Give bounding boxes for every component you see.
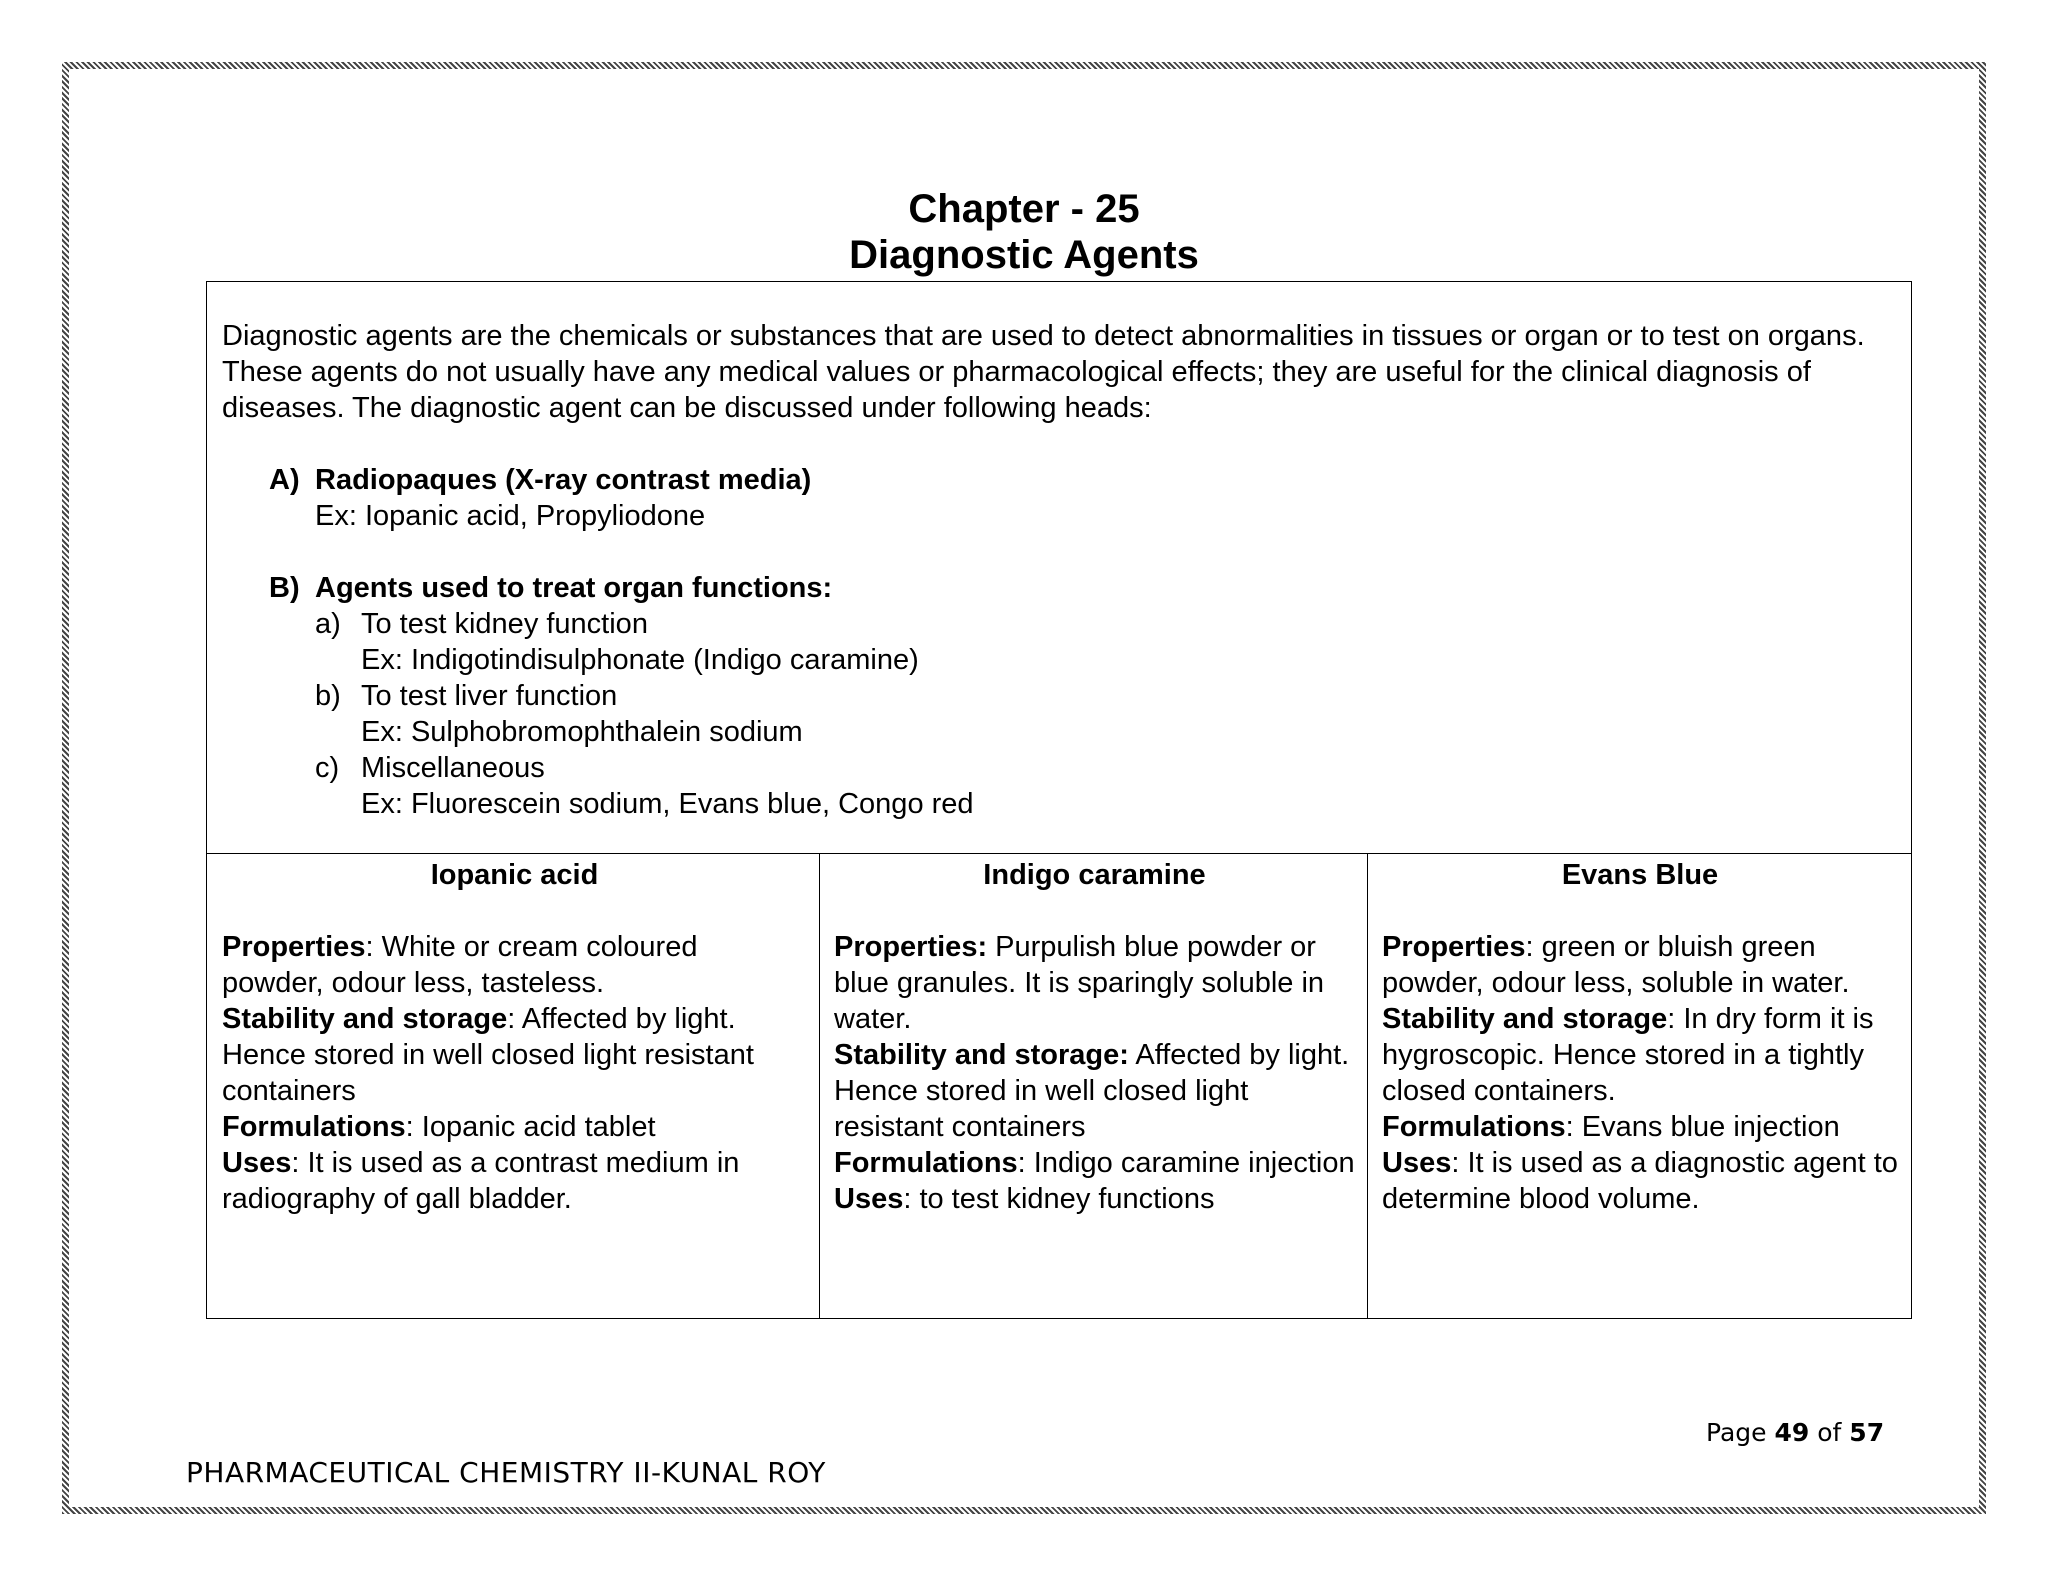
properties-text: Purpulish blue powder or blue granules. It is sparingly soluble in water. <box>834 931 1325 1035</box>
properties-label: Properties: <box>834 931 988 963</box>
properties-text: green or bluish green powder, odour less, soluble in water. <box>1382 931 1850 999</box>
page-of: of <box>1817 1418 1842 1447</box>
formulations-entry <box>834 1145 1355 1181</box>
uses-label: Uses <box>222 1147 292 1179</box>
formulations-text: : Iopanic acid tablet <box>405 1111 656 1143</box>
uses-text: : to test kidney functions <box>903 1183 1215 1215</box>
footer-text: PHARMACEUTICAL CHEMISTRY II-KUNAL ROY <box>186 1456 826 1489</box>
section-a-body <box>315 462 811 534</box>
content-box <box>206 281 1912 1319</box>
sub-item-b-letter: b) <box>315 680 341 712</box>
uses-label: Uses <box>834 1183 904 1215</box>
stability-label: Stability and storage: <box>834 1039 1129 1071</box>
sub-item-c-letter: c) <box>315 752 340 784</box>
chapter-title: Diagnostic Agents <box>849 233 1199 277</box>
sub-item-a-example: Ex: Indigotindisulphonate (Indigo caramine) <box>361 644 919 676</box>
sub-item-a-text: To test kidney function <box>361 608 648 640</box>
formulations-text: : Evans blue injection <box>1565 1111 1840 1143</box>
uses-entry <box>1382 1145 1898 1217</box>
section-b-letter: B) <box>269 572 300 604</box>
uses-label: Uses <box>1382 1147 1452 1179</box>
formulations-entry <box>222 1109 807 1145</box>
properties-label: Properties <box>1382 931 1526 963</box>
properties-sep: : <box>365 931 374 963</box>
properties-entry <box>1382 929 1898 1001</box>
formulations-text: : Indigo caramine injection <box>1017 1147 1355 1179</box>
properties-label: Properties <box>222 931 366 963</box>
page-current: 49 <box>1774 1418 1810 1447</box>
sub-item-b-body <box>361 678 803 750</box>
intro-paragraph <box>222 318 1892 426</box>
section-b-title <box>315 570 832 606</box>
stability-label: Stability and storage <box>222 1003 508 1035</box>
stability-entry <box>222 1001 807 1109</box>
column-title: Indigo caramine <box>983 859 1206 891</box>
page-total: 57 <box>1849 1418 1885 1447</box>
formulations-label: Formulations <box>834 1147 1018 1179</box>
page-number <box>1706 1418 1884 1447</box>
column-title: Evans Blue <box>1561 859 1719 891</box>
formulations-entry <box>1382 1109 1898 1145</box>
chapter-number: Chapter - 25 <box>908 187 1140 231</box>
sub-item-c-example: Ex: Fluorescein sodium, Evans blue, Congo red <box>361 788 974 820</box>
stability-entry <box>1382 1001 1898 1109</box>
sub-item-a-body <box>361 606 919 678</box>
properties-sep: : <box>1525 931 1534 963</box>
properties-entry <box>222 929 807 1001</box>
stability-text: Affected by light. Hence stored in well closed light resistant containers <box>834 1039 1350 1143</box>
stability-entry <box>834 1037 1355 1145</box>
stability-text: In dry form it is hygroscopic. Hence stored in a tightly closed containers. <box>1382 1003 1874 1107</box>
page-prefix: Page <box>1706 1418 1767 1447</box>
sub-item-b-example: Ex: Sulphobromophthalein sodium <box>361 716 803 748</box>
intro-text: Diagnostic agents are the chemicals or substances that are used to detect abnormalities in tissues or organ or to test on organs. These agents do not usually have any medical values or pharmacological effects; they are useful for the clinical diagnosis of diseases. The diagnostic agent can be discussed under following heads: <box>222 320 1865 424</box>
sub-item-a-letter: a) <box>315 608 341 640</box>
column-title: Iopanic acid <box>430 859 599 891</box>
column-body <box>222 929 807 1217</box>
uses-entry <box>834 1181 1355 1217</box>
agent-column-evans-blue <box>1367 853 1910 1217</box>
properties-entry <box>834 929 1355 1037</box>
section-b-title-text: Agents used to treat organ functions: <box>315 572 833 604</box>
formulations-label: Formulations <box>222 1111 406 1143</box>
column-body <box>834 929 1355 1217</box>
uses-entry <box>222 1145 807 1217</box>
stability-text: Affected by light. Hence stored in well closed light resistant containers <box>222 1003 754 1107</box>
uses-text: : It is used as a diagnostic agent to determine blood volume. <box>1382 1147 1898 1215</box>
agent-column-iopanic-acid <box>207 853 819 1217</box>
section-a-example: Ex: Iopanic acid, Propyliodone <box>315 500 706 532</box>
section-a-title: Radiopaques (X-ray contrast media) <box>315 464 812 496</box>
agent-column-indigo-caramine <box>819 853 1367 1217</box>
properties-text: White or cream coloured powder, odour less, tasteless. <box>222 931 698 999</box>
column-body <box>1382 929 1898 1217</box>
section-a-letter: A) <box>269 464 300 496</box>
stability-sep: : <box>1667 1003 1676 1035</box>
uses-text: : It is used as a contrast medium in radiography of gall bladder. <box>222 1147 740 1215</box>
sub-item-c-text: Miscellaneous <box>361 752 545 784</box>
stability-sep: : <box>507 1003 516 1035</box>
stability-label: Stability and storage <box>1382 1003 1668 1035</box>
sub-item-c-body <box>361 750 974 822</box>
formulations-label: Formulations <box>1382 1111 1566 1143</box>
sub-item-b-text: To test liver function <box>361 680 618 712</box>
